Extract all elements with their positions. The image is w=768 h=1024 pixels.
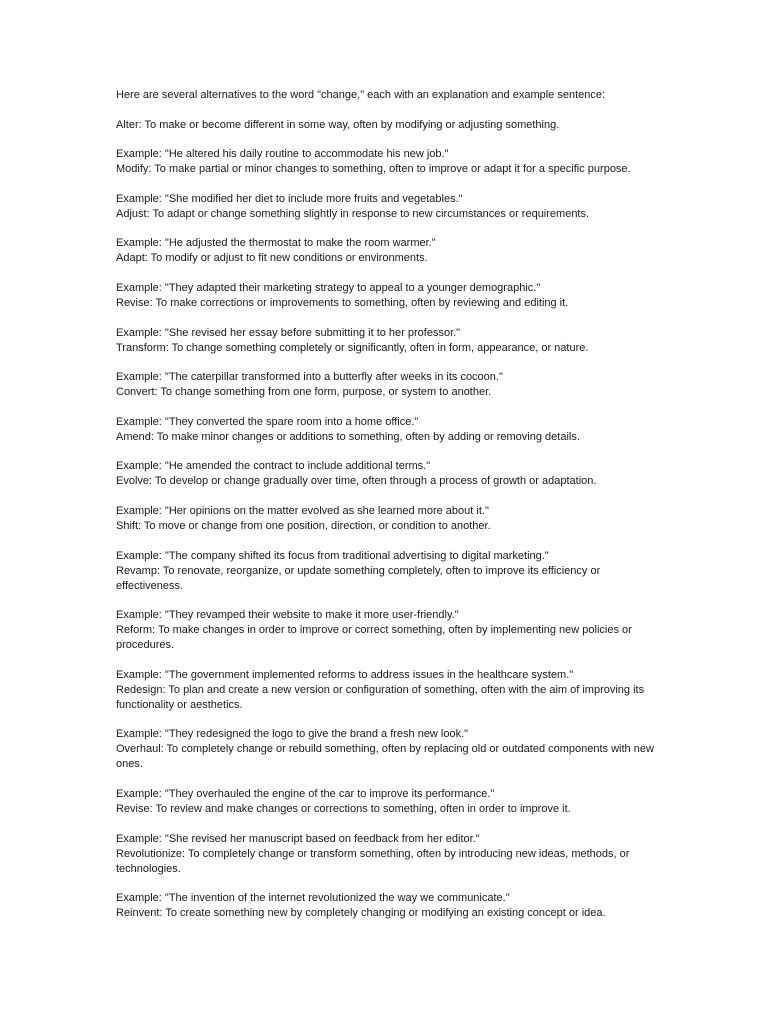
definition-modify: Modify: To make partial or minor changes to something, often to improve or adapt it for a specific purpose. bbox=[116, 163, 631, 176]
example-reform: Example: "The government implemented reforms to address issues in the healthcare system." bbox=[116, 668, 574, 681]
paragraph-gap bbox=[116, 103, 656, 118]
example-evolve: Example: "Her opinions on the matter evolved as she learned more about it." bbox=[116, 504, 489, 517]
intro-paragraph: Here are several alternatives to the word "change," each with an explanation and example sentence: bbox=[116, 89, 606, 101]
definition-overhaul: Overhaul: To completely change or rebuild something, often by replacing old or outdated components with new ones. bbox=[116, 743, 654, 771]
example-convert: Example: "They converted the spare room into a home office." bbox=[116, 415, 419, 428]
example-adjust: Example: "He adjusted the thermostat to make the room warmer." bbox=[116, 237, 436, 250]
definition-revise: Revise: To make corrections or improvements to something, often by reviewing and editing it. bbox=[116, 296, 569, 309]
example-revamp: Example: "They revamped their website to make it more user-friendly." bbox=[116, 609, 459, 622]
paragraph-gap bbox=[116, 713, 656, 728]
definition-revolutionize: Revolutionize: To completely change or transform something, often by introducing new ideas, methods, or technologies. bbox=[116, 847, 630, 875]
example-transform: Example: "The caterpillar transformed into a butterfly after weeks in its cocoon." bbox=[116, 371, 503, 384]
paragraph-gap bbox=[116, 222, 656, 237]
paragraph-gap bbox=[116, 133, 656, 148]
paragraph-gap bbox=[116, 266, 656, 281]
example-adapt: Example: "They adapted their marketing strategy to appeal to a younger demographic." bbox=[116, 281, 541, 294]
paragraph-gap bbox=[116, 772, 656, 787]
example-overhaul: Example: "They overhauled the engine of the car to improve its performance." bbox=[116, 787, 495, 800]
paragraph-gap bbox=[116, 534, 656, 549]
paragraph-gap bbox=[116, 400, 656, 415]
definition-amend: Amend: To make minor changes or additions to something, often by adding or removing details. bbox=[116, 430, 580, 443]
example-revolutionize: Example: "The invention of the internet revolutionized the way we communicate." bbox=[116, 892, 510, 905]
paragraph-gap bbox=[116, 311, 656, 326]
paragraph-gap bbox=[116, 489, 656, 504]
definition-reform: Reform: To make changes in order to improve or correct something, often by implementing new policies or procedures. bbox=[116, 624, 632, 652]
document-body bbox=[116, 88, 656, 921]
paragraph-gap bbox=[116, 177, 656, 192]
example-revise-second: Example: "She revised her manuscript based on feedback from her editor." bbox=[116, 832, 480, 845]
paragraph-gap bbox=[116, 653, 656, 668]
definition-revise-second: Revise: To review and make changes or corrections to something, often in order to improve it. bbox=[116, 802, 571, 815]
definition-evolve: Evolve: To develop or change gradually over time, often through a process of growth or adaptation. bbox=[116, 475, 597, 488]
definition-adapt: Adapt: To modify or adjust to fit new conditions or environments. bbox=[116, 252, 428, 265]
definition-revamp: Revamp: To renovate, reorganize, or update something completely, often to improve its efficiency or effectiveness. bbox=[116, 564, 601, 592]
definition-shift: Shift: To move or change from one position, direction, or condition to another. bbox=[116, 519, 491, 532]
paragraph-gap bbox=[116, 445, 656, 460]
definition-transform: Transform: To change something completely or significantly, often in form, appearance, or nature. bbox=[116, 341, 589, 354]
definition-alter: Alter: To make or become different in some way, often by modifying or adjusting something. bbox=[116, 118, 560, 131]
paragraph-gap bbox=[116, 817, 656, 832]
definition-redesign: Redesign: To plan and create a new version or configuration of something, often with the aim of improving its functionality or aesthetics. bbox=[116, 683, 645, 711]
example-redesign: Example: "They redesigned the logo to give the brand a fresh new look." bbox=[116, 728, 469, 741]
paragraph-gap bbox=[116, 877, 656, 892]
example-shift: Example: "The company shifted its focus from traditional advertising to digital marketing." bbox=[116, 549, 549, 562]
definition-convert: Convert: To change something from one form, purpose, or system to another. bbox=[116, 386, 492, 399]
definition-adjust: Adjust: To adapt or change something slightly in response to new circumstances or requirements. bbox=[116, 207, 590, 220]
paragraph-gap bbox=[116, 594, 656, 609]
definition-reinvent: Reinvent: To create something new by completely changing or modifying an existing concept or idea. bbox=[116, 907, 606, 920]
example-modify: Example: "She modified her diet to include more fruits and vegetables." bbox=[116, 192, 463, 205]
example-amend: Example: "He amended the contract to include additional terms." bbox=[116, 460, 431, 473]
example-revise: Example: "She revised her essay before submitting it to her professor." bbox=[116, 326, 461, 339]
example-alter: Example: "He altered his daily routine to accommodate his new job." bbox=[116, 148, 449, 161]
paragraph-gap bbox=[116, 356, 656, 371]
